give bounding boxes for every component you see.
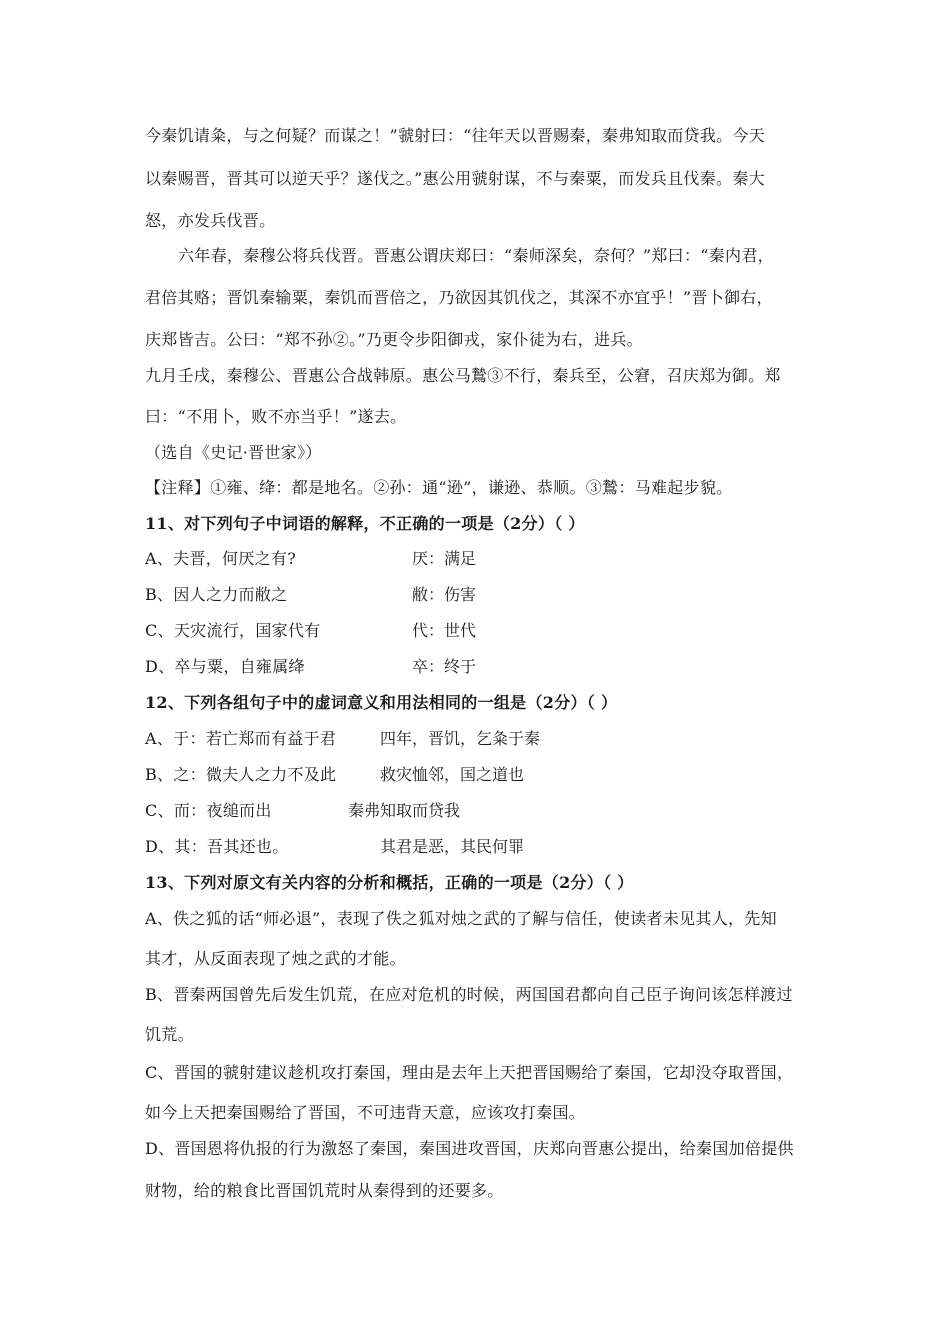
q12-option-d: D、其：吾其还也。: [145, 837, 289, 856]
passage-line: 君倍其赂；晋饥秦输粟，秦饥而晋倍之，乃欲因其饥伐之，其深不亦宜乎！”晋卜御右，: [145, 288, 773, 307]
question-11-stem: 11、对下列句子中词语的解释，不正确的一项是（2分）（ ）: [145, 514, 585, 533]
q11-option-a: A、夫晋，何厌之有?: [145, 549, 297, 568]
q11-option-a-explanation: 厌：满足: [412, 549, 477, 568]
q12-option-c: C、而：夜缒而出: [145, 801, 272, 820]
passage-line: 九月壬戌，秦穆公、晋惠公合战韩原。惠公马鷙③不行，秦兵至，公窘，召庆郑为御。郑: [145, 366, 781, 385]
q13-option-b: B、晋秦两国曾先后发生饥荒，在应对危机的时候，两国国君都向自己臣子询问该怎样渡过: [145, 985, 793, 1004]
question-12-stem: 12、下列各组句子中的虚词意义和用法相同的一组是（2分）（ ）: [145, 693, 618, 712]
q12-option-c-sentence: 秦弗知取而贷我: [348, 801, 461, 820]
q13-option-b-cont: 饥荒。: [145, 1025, 194, 1044]
q13-option-a: A、佚之狐的话“师必退”，表现了佚之狐对烛之武的了解与信任，使读者未见其人，先知: [145, 909, 777, 928]
q12-option-b-sentence: 救灾恤邻，国之道也: [380, 765, 525, 784]
q13-option-c-cont: 如今上天把秦国赐给了晋国，不可违背天意，应该攻打秦国。: [145, 1103, 586, 1122]
q11-option-d-explanation: 卒：终于: [412, 657, 477, 676]
q13-option-d-cont: 财物，给的粮食比晋国饥荒时从秦得到的还要多。: [145, 1181, 504, 1200]
q12-option-a-sentence: 四年，晋饥，乞粂于秦: [380, 729, 541, 748]
passage-line: 曰：“不用卜，败不亦当乎！”遂去。: [145, 407, 407, 426]
q13-option-d: D、晋国恩将仇报的行为激怒了秦国，秦国进攻晋国，庆郑向晋惠公提出，给秦国加倍提供: [145, 1139, 794, 1158]
q11-option-d: D、卒与粟，自雍属绛: [145, 657, 305, 676]
question-13-stem: 13、下列对原文有关内容的分析和概括，正确的一项是（2分）（ ）: [145, 873, 634, 892]
passage-line: 今秦饥请粂，与之何疑？而谋之！”虢射曰：“往年天以晋赐秦，秦弗知取而贷我。今天: [145, 126, 766, 145]
q12-option-d-sentence: 其君是恶，其民何罪: [380, 837, 525, 856]
source-citation: （选自《史记·晋世家》）: [145, 443, 322, 462]
q11-option-c: C、天灾流行，国家代有: [145, 621, 321, 640]
passage-line: 怒，亦发兵伐晋。: [145, 211, 276, 230]
q12-option-a: A、于：若亡郑而有益于君: [145, 729, 337, 748]
q11-option-c-explanation: 代：世代: [412, 621, 477, 640]
q13-option-a-cont: 其才，从反面表现了烛之武的才能。: [145, 949, 406, 968]
q11-option-b: B、因人之力而敝之: [145, 585, 288, 604]
q13-option-c: C、晋国的虢射建议趁机攻打秦国，理由是去年上天把晋国赐给了秦国，它却没夺取晋国，: [145, 1063, 794, 1082]
passage-line: 以秦赐晋，晋其可以逆天乎？遂伐之。”惠公用虢射谋，不与秦粟，而发兵且伐秦。秦大: [145, 169, 765, 188]
annotation-notes: 【注释】①雍、绛：都是地名。②孙：通“逊”，谦逊、恭顺。③鷙：马难起步貌。: [145, 478, 733, 497]
passage-line: 六年春，秦穆公将兵伐晋。晋惠公谓庆郑曰：“秦师深矣，奈何？”郑曰：“秦内君，: [178, 246, 774, 265]
q12-option-b: B、之：微夫人之力不及此: [145, 765, 337, 784]
q11-option-b-explanation: 敝：伤害: [412, 585, 477, 604]
passage-line: 庆郑皆吉。公曰：“郑不孙②。”乃更令步阳御戎，家仆徒为右，进兵。: [145, 330, 643, 349]
